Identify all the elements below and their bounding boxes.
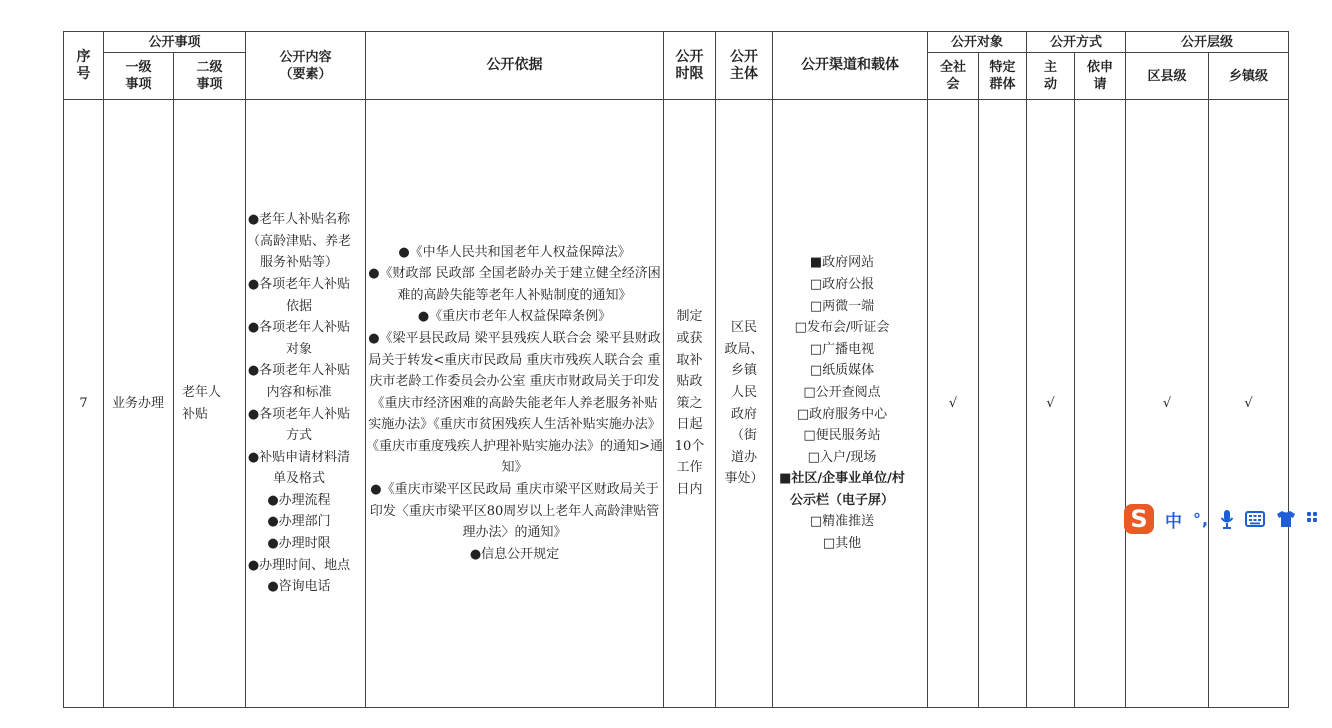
subject-line: 区民 (730, 320, 757, 336)
subject-line: 政府 (730, 406, 757, 422)
time-limit-line: 工作 (676, 460, 703, 476)
content-item: ●各项老年人补贴依据 (247, 276, 351, 314)
basis-item: ●《重庆市老年人权益保障条例》 (417, 309, 612, 325)
header-time-limit: 公开时限 (664, 32, 716, 100)
subject-line: （街 (730, 428, 757, 444)
header-basis: 公开依据 (366, 32, 664, 100)
target-specific-check (979, 100, 1027, 708)
header-level-township: 乡镇级 (1209, 53, 1289, 100)
header-level-county: 区县级 (1126, 53, 1209, 100)
header-level-group: 公开层级 (1126, 32, 1289, 53)
content-item: ●办理流程 (267, 492, 331, 508)
channel-item: ■社区/企事业单位/村公示栏（电子屏） (779, 471, 905, 508)
header-method-request: 依申请 (1075, 53, 1126, 100)
row-level1: 业务办理 (104, 100, 174, 708)
toolbox-grid-icon[interactable] (1307, 510, 1317, 528)
header-method-active: 主动 (1027, 53, 1075, 100)
subject-line: 乡镇 (730, 363, 757, 379)
basis-item: ●《财政部 民政部 全国老龄办关于建立健全经济困难的高龄失能等老年人补贴制度的通知》 (368, 266, 661, 303)
header-index: 序号 (64, 32, 104, 100)
channel-item: □发布会/听证会 (794, 320, 890, 336)
content-items-list (246, 100, 366, 708)
method-active-check: √ (1027, 100, 1075, 708)
content-item: ●办理时间、地点 (247, 557, 351, 573)
basis-items-list (366, 100, 664, 708)
method-request-check (1075, 100, 1126, 708)
content-item: ●办理部门 (267, 514, 331, 530)
level-county-check: √ (1126, 100, 1209, 708)
row-index: 7 (64, 100, 104, 708)
channel-item: □广播电视 (809, 341, 875, 357)
time-limit-cell (664, 100, 716, 708)
content-item: ●补贴申请材料清单及格式 (247, 449, 351, 487)
row-level2: 老年人补贴 (174, 100, 246, 708)
content-item: ●老年人补贴名称（高龄津贴、养老服务补贴等） (246, 212, 351, 271)
basis-item: ●《梁平县民政局 梁平县残疾人联合会 梁平县财政局关于转发<重庆市民政局 重庆市残疾人联合会 重庆市老龄工作委员会办公室 重庆市财政局关于印发《重庆市经济困难的高龄失能老年人养老服务补贴实施办法》《重庆市贫困残疾人生活补贴实施办法》《重庆市重度残疾人护理补贴实施办法》的通知>通知》 (366, 330, 663, 476)
time-limit-line: 日内 (676, 482, 703, 498)
content-item: ●各项老年人补贴对象 (247, 320, 351, 357)
basis-item: ●《重庆市梁平区民政局 重庆市梁平区财政局关于印发〈重庆市梁平区80周岁以上老年人高龄津贴管理办法〉的通知》 (369, 482, 660, 541)
channel-item: □公开查阅点 (803, 384, 881, 400)
channels-list (773, 100, 928, 708)
subject-line: 事处） (724, 471, 764, 487)
skin-shirt-icon[interactable] (1276, 510, 1296, 528)
content-item: ●办理时限 (267, 536, 331, 552)
header-level1: 一级事项 (104, 53, 174, 100)
header-target-group: 公开对象 (928, 32, 1027, 53)
header-target-all: 全社会 (928, 53, 979, 100)
content-item: ●各项老年人补贴方式 (247, 406, 351, 444)
subject-line: 人民 (730, 384, 757, 400)
punctuation-toggle-button[interactable]: °, (1193, 509, 1210, 529)
channel-item: □入户/现场 (807, 449, 877, 465)
time-limit-line: 日起 (676, 417, 703, 433)
header-level2: 二级事项 (174, 53, 246, 100)
time-limit-line: 10个 (674, 438, 705, 454)
subject-line: 道办 (730, 449, 757, 465)
time-limit-line: 策之 (676, 395, 703, 411)
keyboard-icon[interactable] (1245, 511, 1265, 527)
header-method-group: 公开方式 (1027, 32, 1126, 53)
basis-item: ●《中华人民共和国老年人权益保障法》 (398, 244, 631, 260)
time-limit-line: 或获 (676, 330, 703, 346)
microphone-icon[interactable] (1220, 509, 1234, 529)
content-item: ●咨询电话 (267, 579, 331, 595)
time-limit-line: 取补 (676, 352, 703, 368)
header-item-group: 公开事项 (104, 32, 246, 53)
header-content: 公开内容（要素） (246, 32, 366, 100)
channel-item: □纸质媒体 (809, 363, 875, 379)
basis-item: ●信息公开规定 (469, 546, 560, 562)
ime-toolbar[interactable] (1124, 500, 1317, 538)
disclosure-table (63, 31, 1289, 708)
time-limit-line: 贴政 (676, 374, 703, 390)
header-target-specific: 特定群体 (979, 53, 1027, 100)
header-channels: 公开渠道和载体 (773, 32, 928, 100)
target-all-check: √ (928, 100, 979, 708)
channel-item: ■政府网站 (809, 255, 875, 271)
sogou-logo-icon[interactable]: S (1124, 504, 1154, 534)
channel-item: □便民服务站 (803, 428, 881, 444)
channel-item: □两微一端 (809, 298, 875, 314)
time-limit-line: 制定 (676, 309, 703, 325)
subject-cell (716, 100, 773, 708)
channel-item: □政府公报 (809, 276, 875, 292)
channel-item: □其他 (822, 536, 862, 552)
subject-line: 政局、 (724, 341, 764, 357)
channel-item: □精准推送 (809, 514, 875, 530)
level-township-check: √ (1209, 100, 1289, 708)
channel-item: □政府服务中心 (796, 406, 888, 422)
language-toggle-button[interactable]: 中 (1165, 511, 1182, 532)
header-subject: 公开主体 (716, 32, 773, 100)
content-item: ●各项老年人补贴内容和标准 (247, 363, 351, 400)
